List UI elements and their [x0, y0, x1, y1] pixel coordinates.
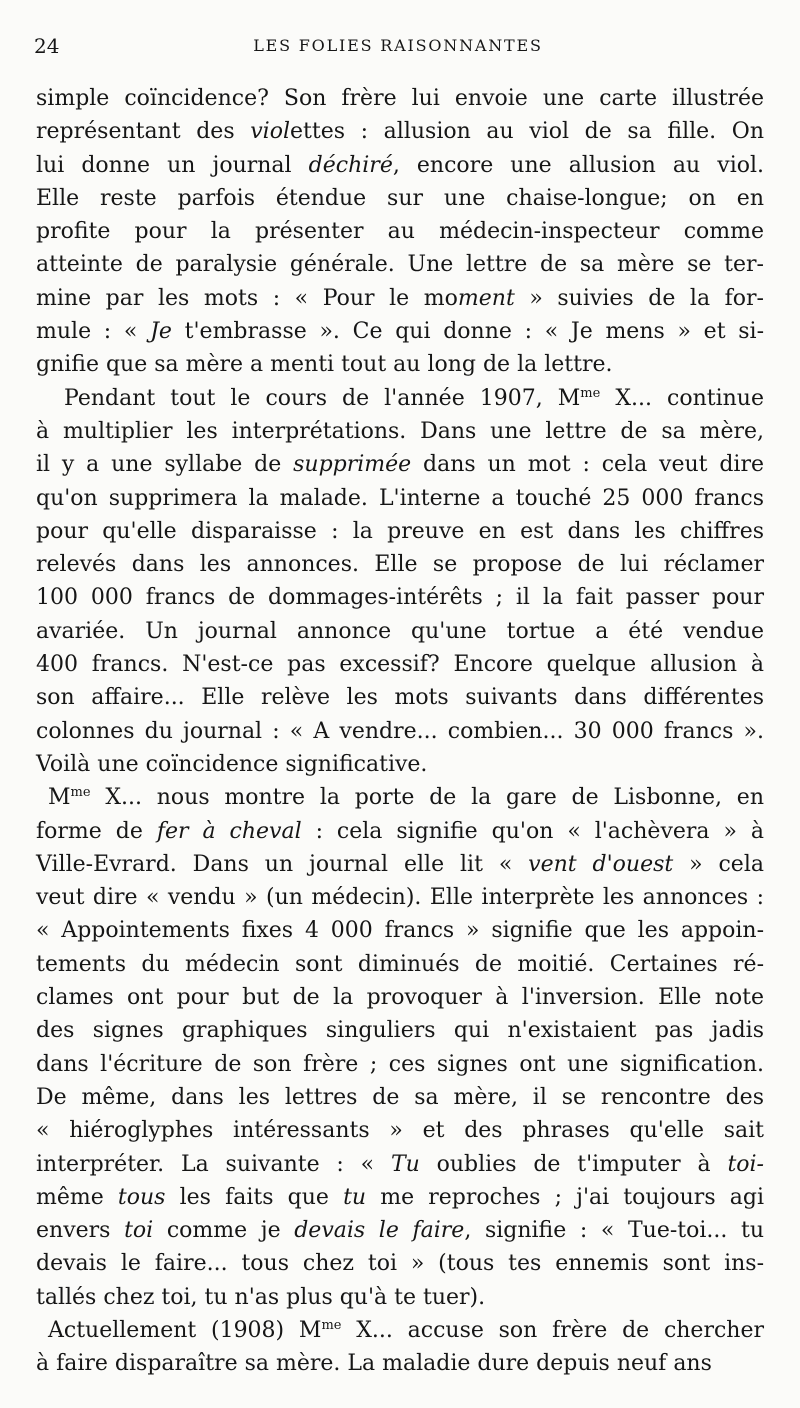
text-line [36, 382, 764, 415]
text-segment: pour qu'elle disparaisse : la preuve en est dans les chiffres [36, 518, 764, 544]
text-line [36, 448, 764, 481]
italic-text: vent d'ouest [528, 851, 674, 877]
italic-text: ment [457, 285, 515, 311]
text-segment: devais le faire... tous chez toi » (tous tes ennemis sont ins- [36, 1251, 764, 1277]
text-segment: les faits que [165, 1184, 344, 1210]
text-line [36, 1014, 764, 1047]
text-segment: gnifie que sa mère a menti tout au long de la lettre. [36, 352, 613, 378]
text-segment: » cela [673, 851, 764, 877]
text-segment: X... nous montre la porte de la gare de Lisbonne, en [90, 785, 764, 811]
text-segment: oublies de t'imputer à [419, 1151, 728, 1177]
text-segment: des signes graphiques singuliers qui n'existaient pas jadis [36, 1018, 764, 1044]
text-segment: atteinte de paralysie générale. Une lettre de sa mère se ter- [36, 252, 764, 278]
page-number: 24 [34, 34, 60, 58]
text-segment: envers [36, 1218, 125, 1244]
text-segment: interpréter. La suivante : « [36, 1151, 391, 1177]
text-line [36, 681, 764, 714]
text-line [36, 348, 764, 381]
text-segment: représentant des [36, 119, 251, 145]
text-segment: X... continue [600, 385, 764, 411]
text-segment: avariée. Un journal annonce qu'une tortue a été vendue [36, 618, 764, 644]
text-segment: forme de [36, 818, 157, 844]
text-line [36, 1181, 764, 1214]
text-segment: mine par les mots : « Pour le mo [36, 285, 458, 311]
text-line [36, 781, 764, 814]
text-line [36, 1347, 764, 1380]
text-segment: relevés dans les annonces. Elle se propose de lui réclamer [36, 552, 764, 578]
text-line [36, 581, 764, 614]
text-line [36, 715, 764, 748]
text-segment: à multiplier les interprétations. Dans une lettre de sa mère, [36, 418, 764, 444]
text-segment: X... accuse son frère de chercher [341, 1317, 764, 1343]
text-segment: , signifie : « Tue-toi... tu [464, 1218, 765, 1244]
text-line [36, 515, 764, 548]
text-line [36, 815, 764, 848]
italic-text: Je [150, 319, 172, 345]
text-line [36, 1314, 764, 1347]
text-line [36, 482, 764, 515]
text-segment: tallés chez toi, tu n'as plus qu'à te tuer). [36, 1284, 486, 1310]
text-segment: 400 francs. N'est-ce pas excessif? Encore quelque allusion à [36, 652, 764, 678]
text-line [36, 914, 764, 947]
text-segment: son affaire... Elle relève les mots suivants dans différentes [36, 685, 764, 711]
text-line [36, 1114, 764, 1147]
text-segment: qu'on supprimera la malade. L'interne a touché 25 000 francs [36, 485, 764, 511]
text-segment: : cela signifie qu'on « l'achèvera » à [301, 818, 765, 844]
text-segment: simple coïncidence? Son frère lui envoie une carte illustrée [36, 86, 764, 111]
text-line [36, 248, 764, 281]
text-line [36, 548, 764, 581]
text-segment: Ville-Evrard. Dans un journal elle lit « [36, 851, 529, 877]
text-segment: colonnes du journal : « A vendre... combien... 30 000 francs ». [36, 718, 764, 744]
superscript-text: me [321, 1317, 342, 1333]
italic-text: toi [124, 1218, 154, 1244]
text-segment: Actuellement (1908) M [48, 1317, 322, 1343]
text-line [36, 948, 764, 981]
italic-text: Tu [390, 1151, 420, 1177]
text-segment: M [48, 785, 71, 811]
italic-text: supprimée [293, 452, 412, 478]
text-line [36, 1148, 764, 1181]
text-segment: » suivies de la for- [514, 285, 764, 311]
superscript-text: me [580, 385, 601, 401]
text-line [36, 149, 764, 182]
text-line [36, 848, 764, 881]
text-line [36, 1247, 764, 1280]
text-segment: Voilà une coïncidence significative. [36, 751, 428, 777]
text-segment: , encore une allusion au viol. [392, 152, 765, 178]
text-segment: « hiéroglyphes intéressants » et des phrases qu'elle sait [36, 1118, 764, 1144]
italic-text: toi- [727, 1151, 764, 1177]
text-line [36, 1281, 764, 1314]
text-line [36, 415, 764, 448]
text-segment: à faire disparaître sa mère. La maladie dure depuis neuf ans [36, 1351, 712, 1377]
italic-text: fer à cheval [156, 818, 302, 844]
text-segment: clames ont pour but de la provoquer à l'inversion. Elle note [36, 985, 764, 1011]
text-line [36, 215, 764, 248]
italic-text: devais le faire [294, 1218, 465, 1244]
italic-text: déchiré [308, 152, 393, 178]
text-segment: comme je [153, 1218, 295, 1244]
text-segment: 100 000 francs de dommages-intérêts ; il la fait passer pour [36, 585, 764, 611]
text-line [36, 1081, 764, 1114]
text-line [36, 748, 764, 781]
text-segment: lui donne un journal [36, 152, 309, 178]
text-segment: me reproches ; j'ai toujours agi [366, 1184, 764, 1210]
text-line [36, 82, 764, 115]
text-segment: dans l'écriture de son frère ; ces signes ont une signification. [36, 1051, 764, 1077]
text-segment: il y a une syllabe de [36, 452, 294, 478]
running-head [34, 34, 762, 60]
text-segment: t'embrasse ». Ce qui donne : « Je mens » et si- [171, 319, 765, 345]
text-segment: ettes : allusion au viol de sa fille. On [290, 119, 764, 145]
italic-text: tous [117, 1184, 166, 1210]
text-line [36, 648, 764, 681]
superscript-text: me [70, 785, 91, 801]
text-line [36, 315, 764, 348]
text-segment: tements du médecin sont diminués de moitié. Certaines ré- [36, 951, 764, 977]
text-segment: « Appointements fixes 4 000 francs » signifie que les appoin- [36, 918, 764, 944]
text-line [36, 615, 764, 648]
text-line [36, 1048, 764, 1081]
text-line [36, 115, 764, 148]
text-segment: Pendant tout le cours de l'année 1907, M [64, 385, 581, 411]
text-line [36, 981, 764, 1014]
text-line [36, 282, 764, 315]
text-segment: dans un mot : cela veut dire [411, 452, 764, 478]
text-line [36, 182, 764, 215]
running-title: LES FOLIES RAISONNANTES [253, 36, 543, 55]
text-segment: même [36, 1184, 118, 1210]
text-line [36, 881, 764, 914]
text-segment: profite pour la présenter au médecin-inspecteur comme [36, 219, 764, 245]
text-segment: De même, dans les lettres de sa mère, il se rencontre des [36, 1084, 764, 1110]
text-line [36, 1214, 764, 1247]
italic-text: tu [343, 1184, 367, 1210]
text-segment: veut dire « vendu » (un médecin). Elle interprète les annonces : [36, 885, 764, 911]
italic-text: viol [250, 119, 290, 145]
text-segment: Elle reste parfois étendue sur une chaise-longue; on en [36, 185, 764, 211]
body-text [36, 82, 764, 1381]
text-segment: mule : « [36, 319, 151, 345]
